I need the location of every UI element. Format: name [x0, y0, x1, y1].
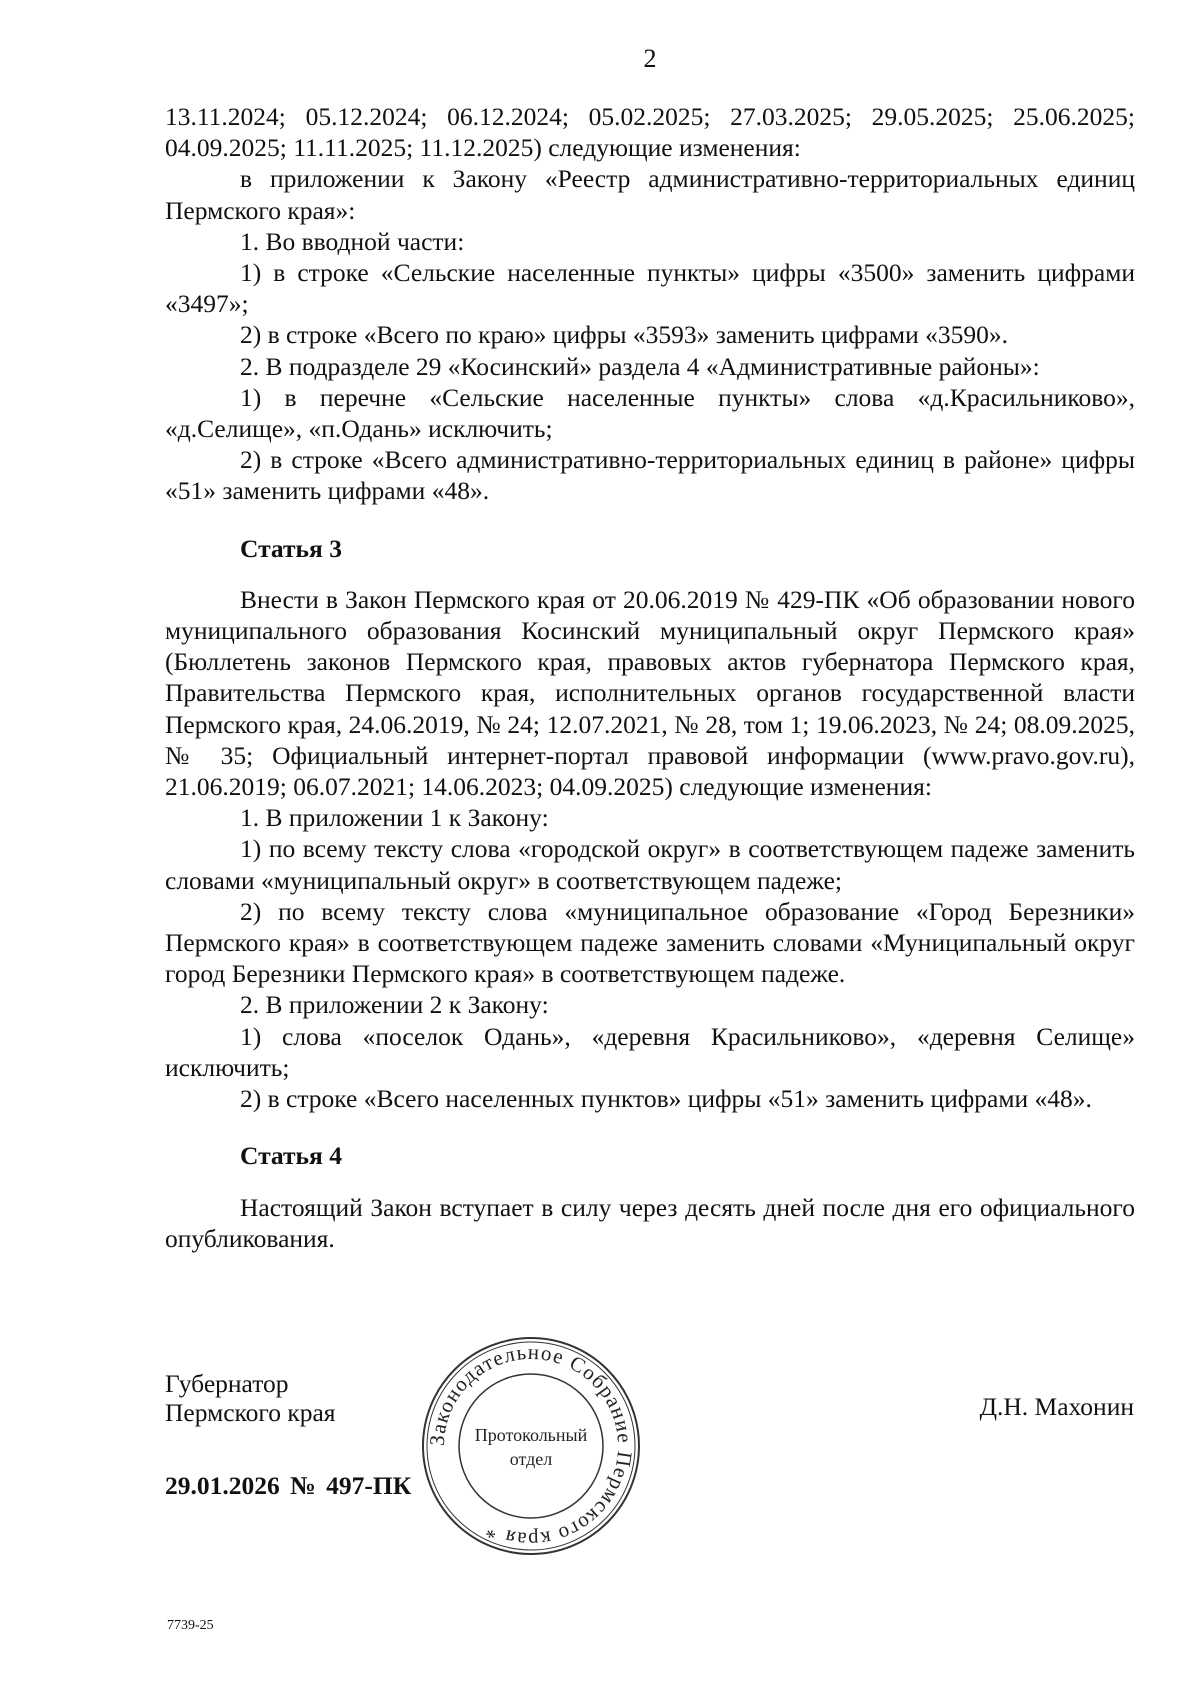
page-number: 2	[643, 44, 657, 73]
paragraph-subitem-2-2: 2) в строке «Всего административно-территориальных единиц в районе» цифры «51» заменить цифрами «48».	[165, 445, 1135, 506]
paragraph-registry-intro: в приложении к Закону «Реестр административно-территориальных единиц Пермского края»:	[165, 164, 1135, 225]
stamp-inner-line-2: отдел	[509, 1449, 553, 1469]
stamp-outer-text: Законодательное Собрание Пермского края *	[424, 1339, 638, 1553]
signer-position-line-2: Пермского края	[165, 1398, 336, 1427]
article-3-subitem-2-1: 1) слова «поселок Одань», «деревня Красильниково», «деревня Селище» исключить;	[165, 1021, 1135, 1082]
signer-position	[165, 1369, 336, 1427]
article-3-item-2: 2. В приложении 2 к Закону:	[240, 990, 549, 1020]
article-3-item-1: 1. В приложении 1 к Закону:	[240, 803, 549, 833]
signer-position-line-1: Губернатор	[165, 1369, 289, 1398]
law-date-number: 29.01.2026 № 497-ПК	[165, 1471, 412, 1500]
stamp-seal-icon	[418, 1333, 644, 1559]
paragraph-subitem-1-1: 1) в строке «Сельские населенные пункты» цифры «3500» заменить цифрами «3497»;	[165, 258, 1135, 319]
paragraph-subitem-1-2: 2) в строке «Всего по краю» цифры «3593» заменить цифрами «3590».	[240, 320, 1008, 350]
document-body	[165, 101, 1135, 1254]
article-3-intro: Внести в Закон Пермского края от 20.06.2019 № 429-ПК «Об образовании нового муниципального образования Косинский муниципальный округ Пермского края» (Бюллетень законов Пермского края, правовых актов губернатора Пермского края, Правительства Пермского края, исполнительных органов государственной власти Пермского края, 24.06.2019, № 24; 12.07.2021, № 28, том 1; 19.06.2023, № 24; 08.09.2025, № 35; Официальный интернет-портал правовой информации (www.pravo.gov.ru), 21.06.2019; 06.07.2021; 14.06.2023; 04.09.2025) следующие изменения:	[165, 584, 1135, 802]
article-4-heading: Статья 4	[240, 1141, 342, 1171]
article-3-subitem-1-1: 1) по всему тексту слова «городской округ» в соответствующем падеже заменить словами «муниципальный округ» в соответствующем падеже;	[165, 834, 1135, 895]
article-4-text: Настоящий Закон вступает в силу через десять дней после дня его официального опубликования.	[165, 1192, 1135, 1253]
registration-number: 7739-25	[167, 1618, 214, 1633]
signer-name: Д.Н. Махонин	[979, 1392, 1134, 1421]
article-3-heading: Статья 3	[240, 533, 342, 563]
article-3-subitem-1-2: 2) по всему тексту слова «муниципальное образование «Город Березники» Пермского края» в соответствующем падеже заменить словами «Муниципальный округ город Березники Пермского края» в соответствующем падеже.	[165, 896, 1135, 989]
paragraph-subitem-2-1: 1) в перечне «Сельские населенные пункты» слова «д.Красильниково», «д.Селище», «п.Одань» исключить;	[165, 382, 1135, 444]
paragraph-dates: 13.11.2024; 05.12.2024; 06.12.2024; 05.02.2025; 27.03.2025; 29.05.2025; 25.06.2025; 04.09.2025; 11.11.2025; 11.12.2025) следующие изменения:	[165, 102, 1135, 163]
official-stamp	[418, 1333, 644, 1559]
paragraph-item-1: 1. Во вводной части:	[240, 226, 465, 256]
paragraph-item-2: 2. В подразделе 29 «Косинский» раздела 4 «Административные районы»:	[240, 351, 1040, 381]
stamp-inner-line-1: Протокольный	[474, 1425, 588, 1445]
article-3-subitem-2-2: 2) в строке «Всего населенных пунктов» цифры «51» заменить цифрами «48».	[240, 1084, 1092, 1114]
